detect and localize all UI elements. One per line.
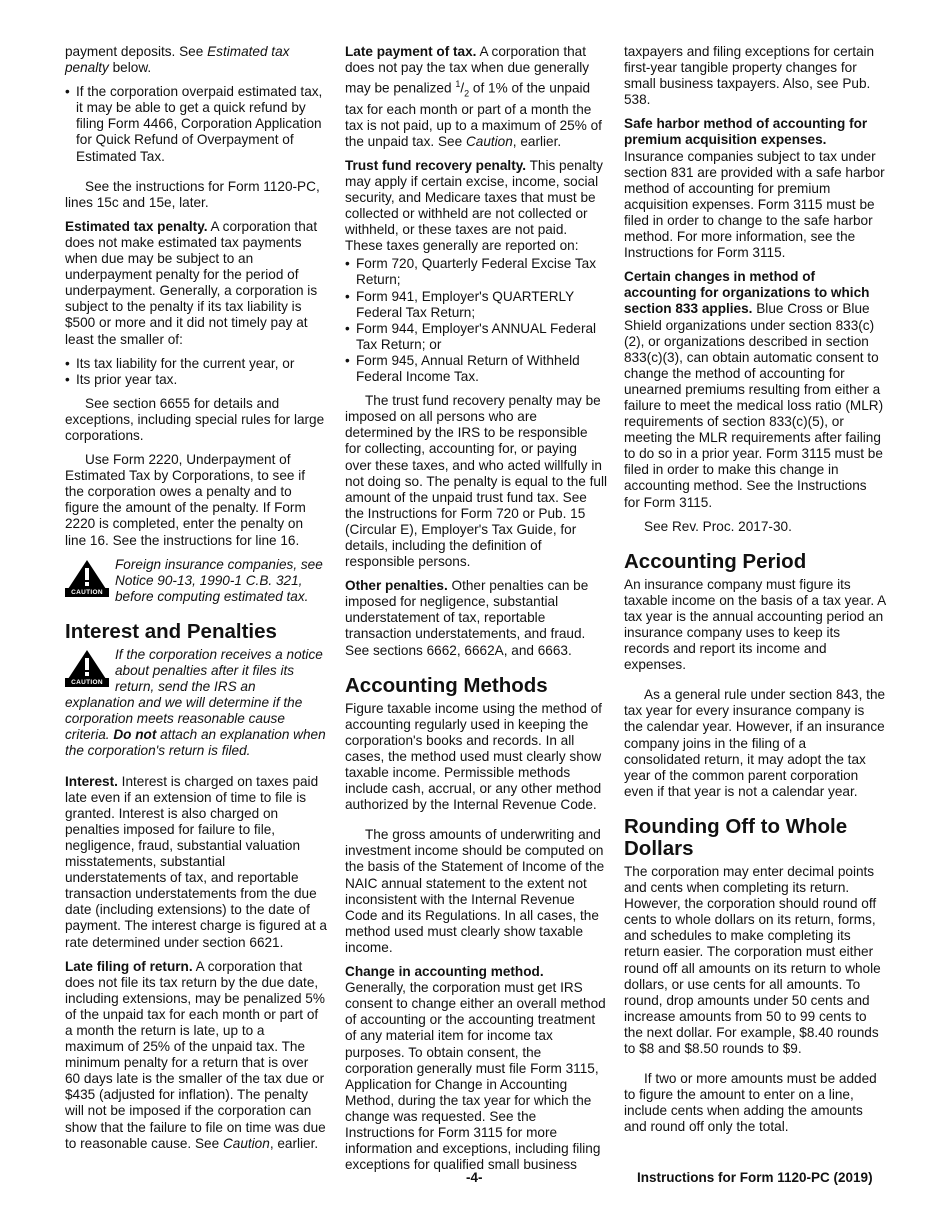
- paragraph-rev-proc: See Rev. Proc. 2017-30.: [644, 518, 792, 534]
- run-in-heading: Safe harbor method of accounting for premium acquisition expenses.: [624, 116, 868, 148]
- link-estimated-tax-penalty: Estimated tax penalty: [65, 44, 290, 76]
- bullet-item: • Its tax liability for the current year, or: [65, 356, 327, 372]
- paragraph-form-2220: Use Form 2220, Underpayment of Estimated Tax by Corporations, to see if the corporation owes a penalty and to figure the amount of the penalty. If Form 2220 is completed, enter the penalty on line 16. See the instructions for line 16.: [65, 452, 306, 548]
- caution-note-penalties: [65, 647, 327, 760]
- text: A corporation that does not make estimated tax payments when due may be subject to an underpayment penalty for the period of underpayment. Generally, a corporation is subject to the penalty if its tax liability is $500 or more and it did not timely pay at least the smaller of:: [65, 218, 318, 347]
- text: This penalty may apply if certain excise, income, social security, and Medicare taxes that must be collected or withheld are not collected or withheld, or these taxes are not paid. These taxes generally are reported on:: [345, 157, 603, 254]
- paragraph-late-payment: Late payment of tax. A corporation that does not pay the tax when due generally may be penalized $^1/_2$ of 1% of the unpaid tax for each month or part of a month the tax is not paid, up to a maximum of 25% of the unpaid tax. See Caution, earlier.: [345, 44, 602, 149]
- bullet-item: • If the corporation overpaid estimated tax, it may be able to get a quick refund by filing Form 4466, Corporation Application for Quick Refund of Overpayment of Estimated Tax.: [65, 84, 327, 164]
- bullet-item: • Its prior year tax.: [65, 372, 327, 388]
- paragraph-payment-deposits: [65, 44, 327, 76]
- link-caution: Caution: [465, 133, 513, 149]
- heading-interest-and-penalties: Interest and Penalties: [65, 619, 277, 643]
- paragraph-section-843: As a general rule under section 843, the tax year for every insurance company is the calendar year. However, if an insurance company joins in the filing of a consolidated return, it may adopt the tax year of the common parent corporation even if that year is not a calendar year.: [624, 687, 886, 799]
- text: Other penalties can be imposed for negligence, substantial understatement of tax, reportable transaction understatements, and fraud. See sections 6662, 6662A, and 6663.: [345, 578, 589, 658]
- paragraph-period: An insurance company must figure its taxable income on the basis of a tax year. A tax year is the annual accounting period an insurance company uses to keep its records and report its income and expenses.: [624, 576, 886, 673]
- text: Blue Cross or Blue Shield organizations under section 833(c)(2), or organizations described in section 833(c)(3), can obtain automatic consent to change the method of accounting for unearned premiums resulting from either a failure to meet the medical loss ratio (MLR) requirements of section 833(c)(5), or meeting the MLR requirements after failing to do so in a prior year. Form 3115 must be filed in order to make this change in accounting method. See the Instructions for Form 3115.: [624, 301, 884, 510]
- paragraph-two-or-more: If two or more amounts must be added to figure the amount to enter on a line, include cents when adding the amounts and round off only the total.: [624, 1071, 877, 1135]
- caution-text: attach an explanation when the corporation's return is filed.: [65, 727, 326, 759]
- caution-label: CAUTION: [65, 588, 109, 597]
- text: A corporation that does not pay the tax when due generally may be penalized: [345, 44, 590, 96]
- fraction-denominator: 2: [464, 88, 470, 99]
- heading-accounting-methods: Accounting Methods: [345, 673, 548, 697]
- caution-text: If the corporation receives a notice about penalties after it files its return, send the IRS an explanation and we will determine if the corporation meets reasonable cause criteria.: [65, 646, 323, 743]
- caution-label: CAUTION: [65, 678, 109, 687]
- paragraph-see-1120: See the instructions for Form 1120-PC, lines 15c and 15e, later.: [65, 178, 320, 210]
- heading-rounding-off: Rounding Off to Whole Dollars: [624, 814, 848, 860]
- run-in-heading: Late filing of return.: [65, 958, 193, 974]
- paragraph-section-6655: See section 6655 for details and exceptions, including special rules for large corporations.: [65, 395, 325, 443]
- text: , earlier.: [512, 133, 562, 149]
- run-in-heading: Change in accounting method.: [345, 964, 544, 980]
- paragraph-safe-harbor: [624, 116, 886, 261]
- caution-icon: [65, 649, 109, 687]
- run-in-heading: Certain changes in method of accounting for organizations to which section 833 applies.: [624, 269, 870, 317]
- run-in-heading: Estimated tax penalty.: [65, 218, 208, 234]
- heading-accounting-period: Accounting Period: [624, 549, 807, 573]
- link-caution: Caution: [222, 1135, 270, 1151]
- text: below.: [108, 60, 152, 76]
- column-2: [345, 44, 607, 1181]
- run-in-heading: Other penalties.: [345, 578, 448, 594]
- fraction-numerator: 1: [455, 79, 461, 90]
- emphasis: Do not: [113, 727, 157, 743]
- column-1: [65, 44, 327, 1160]
- text: A corporation that does not file its tax return by the due date, including extensions, may be penalized 5% of the unpaid tax for each month or part of a month the return is late, up to a maximum of 25% of the unpaid tax. The minimum penalty for a return that is over 60 days late is the smaller of the tax due or $435 (adjusted for inflation). The penalty will not be imposed if the corporation can show that the failure to file on time was due to reasonable cause. See: [65, 958, 326, 1151]
- paragraph-other-penalties: [345, 578, 607, 658]
- paragraph-change-method: [345, 964, 607, 1173]
- run-in-heading: Late payment of tax.: [345, 44, 477, 59]
- paragraph-interest: [65, 774, 327, 951]
- bullet-list-forms: [345, 256, 607, 385]
- text: , earlier.: [269, 1135, 319, 1151]
- text: of 1% of the unpaid tax for each month or part of a month the tax is not paid, up to a maximum of 25% of the unpaid tax. See: [345, 80, 602, 149]
- caution-text: Foreign insurance companies, see Notice 90-13, 1990-1 C.B. 321, before computing estimated tax.: [115, 556, 323, 604]
- text: Insurance companies subject to tax under section 831 are provided with a safe harbor method of accounting for premium acquisition expenses. Form 3115 must be filed in order to change to the safe harbor method. For more information, see the Instructions for Form 3115.: [624, 148, 885, 261]
- footer-title: Instructions for Form 1120-PC (2019): [637, 1170, 873, 1185]
- text: Generally, the corporation must get IRS consent to change either an overall method of accounting or the accounting treatment of any material item for income tax purposes. To obtain consent, the corporation generally must file Form 3115, Application for Change in Accounting Method, during the tax year for which the change was requested. See the Instructions for Form 3115 for more information and exceptions, including filing exceptions for qualified small business: [345, 980, 606, 1173]
- paragraph-rounding: The corporation may enter decimal points and cents when completing its return. However, the corporation should round off cents to whole dollars on its return, forms, and schedules to make completing its return easier. The corporation must either round off all amounts on its return to whole dollars, or use cents for all amounts. To round, drop amounts under 50 cents and increase amounts from 50 to 99 cents to the next dollar. For example, $8.40 rounds to $8 and $8.50 rounds to $9.: [624, 863, 881, 1056]
- paragraph-late-filing: [65, 959, 327, 1152]
- bullet-list-refund: [65, 84, 327, 164]
- paragraph-gross-amounts: The gross amounts of underwriting and investment income should be computed on the basis of the Statement of Income of the NAIC annual statement to the extent not inconsistent with the Internal Revenue Code and its Regulations. In all cases, the method used must clearly show taxable income.: [345, 827, 605, 955]
- paragraph-trust-fund: [345, 158, 607, 255]
- paragraph-section-833: [624, 269, 886, 510]
- caution-icon: [65, 559, 109, 597]
- run-in-heading: Interest.: [65, 773, 118, 789]
- bullet-item: • Form 944, Employer's ANNUAL Federal Tax Return; or: [345, 321, 607, 353]
- run-in-heading: Trust fund recovery penalty.: [345, 157, 527, 173]
- column-3: [624, 44, 886, 1143]
- paragraph-continued: taxpayers and filing exceptions for certain first-year tangible property changes for small business taxpayers. Also, see Pub. 538.: [624, 44, 875, 108]
- paragraph-methods: Figure taxable income using the method of accounting regularly used in keeping the corporation's books and records. In all cases, the method used must clearly show taxable income. Permissible methods include cash, accrual, or any other method authorized by the Internal Revenue Code.: [345, 700, 602, 813]
- bullet-item: • Form 941, Employer's QUARTERLY Federal Tax Return;: [345, 289, 607, 321]
- paragraph-estimated-tax-penalty: [65, 219, 327, 348]
- text: Interest is charged on taxes paid late even if an extension of time to file is granted. Interest is also charged on penalties imposed for failure to file, negligence, fraud, substantial valuation misstatements, substantial understatements of tax, and reportable transaction understatements from the due date (including extensions) to the date of payment. The interest charge is figured at a rate determined under section 6621.: [65, 773, 327, 950]
- caution-note-foreign: [65, 557, 327, 605]
- bullet-item: • Form 720, Quarterly Federal Excise Tax Return;: [345, 256, 607, 288]
- page-number: -4-: [466, 1170, 483, 1185]
- bullet-list-smaller-of: [65, 356, 327, 388]
- text: payment deposits. See: [65, 44, 208, 59]
- bullet-item: • Form 945, Annual Return of Withheld Federal Income Tax.: [345, 353, 607, 385]
- paragraph-trust-fund-2: The trust fund recovery penalty may be imposed on all persons who are determined by the IRS to be responsible for collecting, accounting for, or paying over these taxes, and who acted willfully in not doing so. The penalty is equal to the full amount of the unpaid trust fund tax. See the Instructions for Form 720 or Pub. 15 (Circular E), Employer's Tax Guide, for details, including the definition of responsible persons.: [345, 393, 607, 570]
